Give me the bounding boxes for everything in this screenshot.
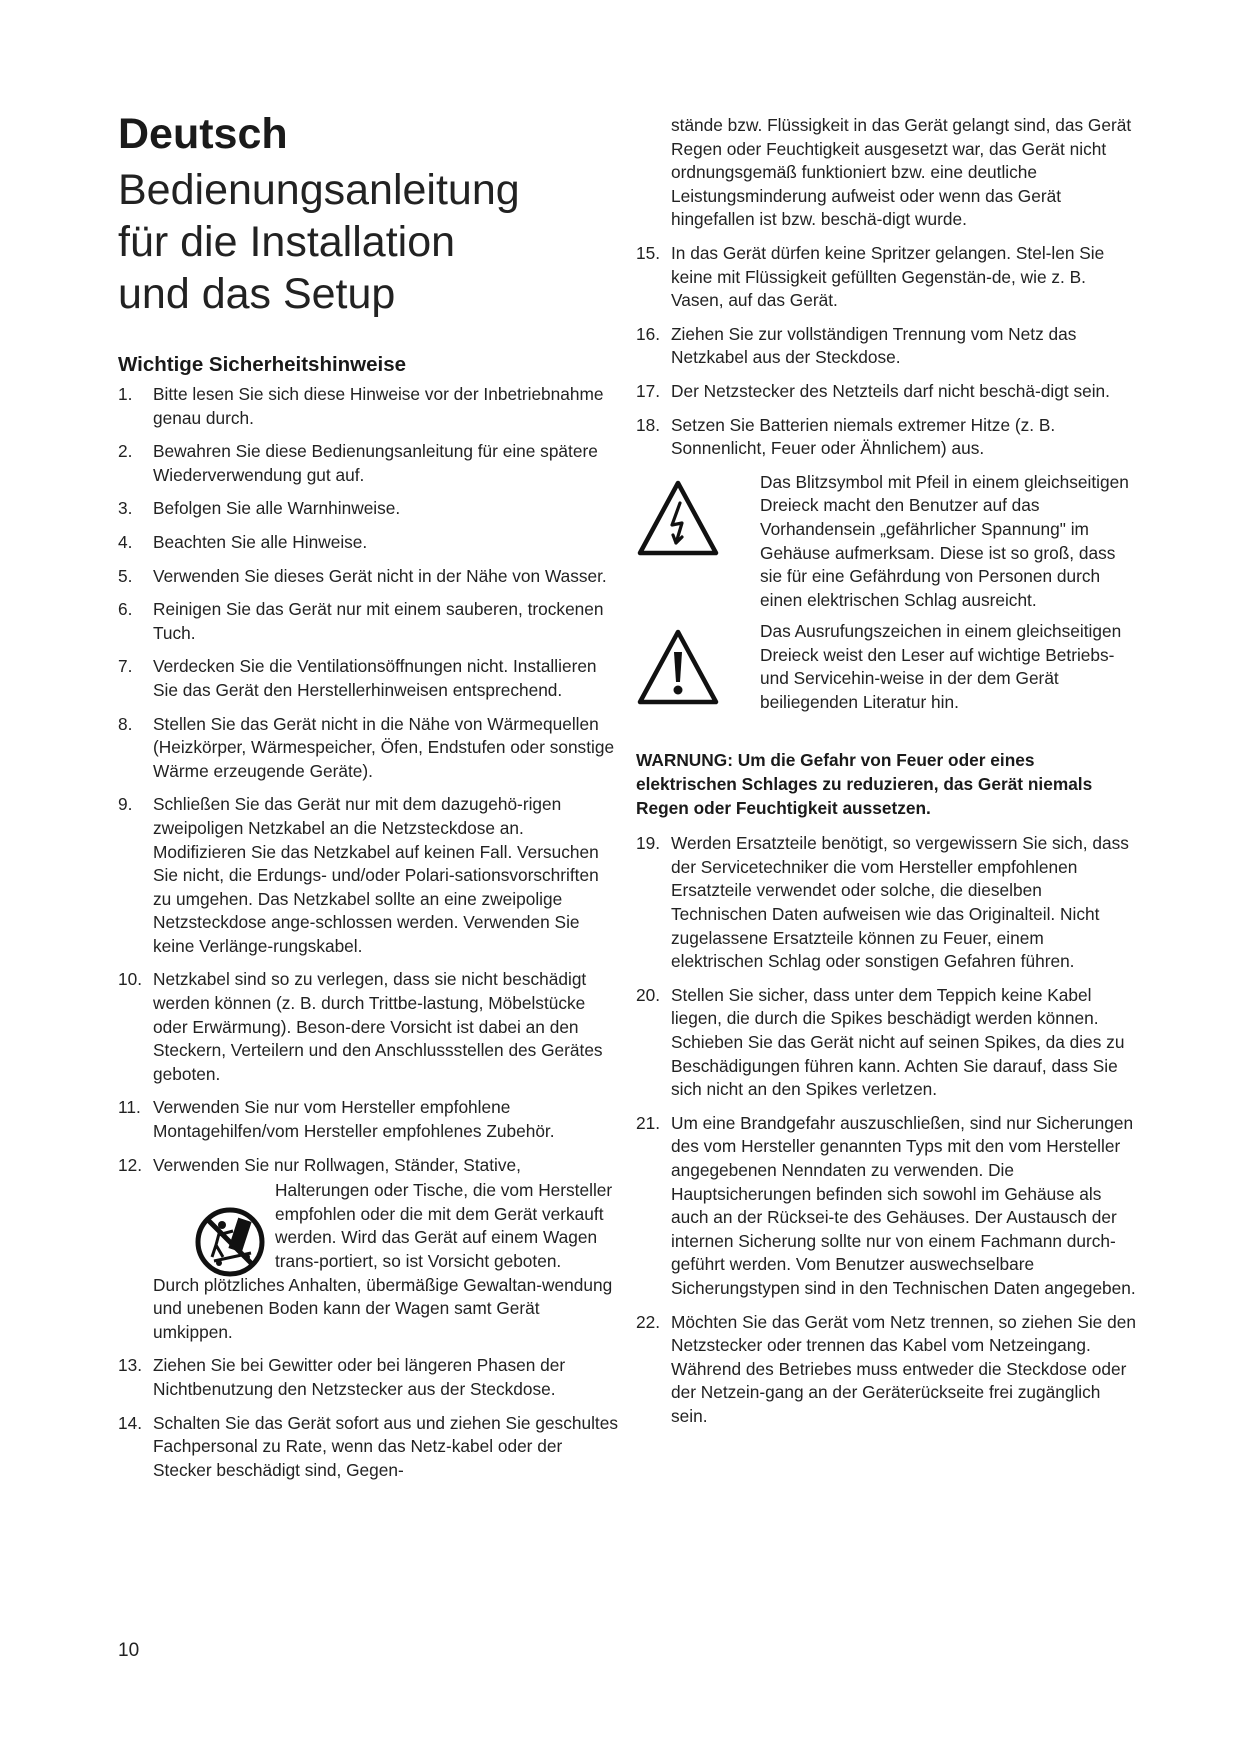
cart-warning-block bbox=[153, 1179, 618, 1344]
item-number: 5. bbox=[118, 565, 133, 586]
list-item bbox=[636, 414, 1136, 461]
page-number: 10 bbox=[118, 1640, 140, 1661]
list-item bbox=[118, 598, 618, 645]
item-number: 21. bbox=[636, 1112, 661, 1133]
item-text: Stellen Sie das Gerät nicht in die Nähe von Wärmequellen (Heizkörper, Wärmespeicher, Öfen, Endstufen oder sonstige Wärme erzeugende Geräte). bbox=[153, 713, 615, 781]
lightning-symbol-block bbox=[636, 471, 1136, 613]
item-text: Schalten Sie das Gerät sofort aus und ziehen Sie geschultes Fachpersonal zu Rate, wenn das Netz-kabel oder der Stecker beschädigt sind, Gegen- bbox=[153, 1412, 618, 1480]
list-item bbox=[118, 793, 618, 958]
item-number: 19. bbox=[636, 833, 661, 854]
item-text: Schließen Sie das Gerät nur mit dem dazugehö-rigen zweipoligen Netzkabel an die Netzsteckdose an. Modifizieren Sie das Netzkabel auf keinen Fall. Versuchen Sie nicht, die Erdungs- und/oder Polari-sationsvorschriften zu umgehen. Das Netzkabel sollte an eine zweipolige Netzsteckdose ange-schlossen werden. Verwenden Sie keine Verlänge-rungskabel. bbox=[153, 794, 599, 956]
list-item bbox=[118, 531, 618, 555]
title-line: für die Installation bbox=[118, 218, 456, 266]
item-text: In das Gerät dürfen keine Spritzer gelangen. Stel-len Sie keine mit Flüssigkeit gefüllten Gegenstän-de, wie z. B. Vasen, auf das Gerät. bbox=[671, 242, 1105, 311]
item-number: 9. bbox=[118, 794, 133, 815]
item-text: Befolgen Sie alle Warnhinweise. bbox=[153, 498, 401, 519]
item-number: 11. bbox=[118, 1097, 141, 1118]
right-column bbox=[636, 114, 1136, 1439]
item-number: 17. bbox=[636, 380, 661, 401]
list-item bbox=[118, 1354, 618, 1401]
item-text: Netzkabel sind so zu verlegen, dass sie nicht beschädigt werden können (z. B. durch Trittbe-lastung, Möbelstücke oder Erwärmung). Beson-dere Vorsicht ist dabei an den Steckern, Verteilern und den Anschlussstellen des Gerätes geboten. bbox=[153, 969, 603, 1084]
item-text: Werden Ersatzteile benötigt, so vergewissern Sie sich, dass der Servicetechniker die vom Hersteller empfohlenen Ersatzteile verwendet oder solche, die dieselben Technischen Daten aufweisen wie das Originalteil. Nicht zugelassene Ersatzteile können zu Feuer, einem elektrischen Schlag oder sonstigen Gefahren führen. bbox=[671, 833, 1129, 972]
list-item bbox=[636, 1112, 1136, 1301]
warning-notice: WARNUNG: Um die Gefahr von Feuer oder eines elektrischen Schlages zu reduzieren, das Gerät niemals Regen oder Feuchtigkeit aussetzen. bbox=[636, 750, 1093, 819]
item-number: 6. bbox=[118, 599, 133, 620]
left-column bbox=[118, 108, 618, 1492]
item-text: Verwenden Sie nur Rollwagen, Ständer, Stative, bbox=[153, 1154, 521, 1175]
exclamation-symbol-text: Das Ausrufungszeichen in einem gleichseitigen Dreieck weist den Leser auf wichtige Betriebs- und Servicehin-weise in der dem Gerät beiliegenden Literatur hin. bbox=[760, 621, 1122, 713]
list-item bbox=[118, 383, 618, 430]
item-text: Verdecken Sie die Ventilationsöffnungen nicht. Installieren Sie das Gerät den Herstellerhinweisen entsprechend. bbox=[153, 656, 597, 700]
list-item bbox=[118, 1412, 618, 1483]
manual-title bbox=[118, 164, 618, 320]
safety-list-continued bbox=[636, 242, 1136, 461]
list-item bbox=[118, 655, 618, 702]
item-number: 8. bbox=[118, 713, 133, 734]
language-heading: Deutsch bbox=[118, 110, 288, 158]
item-text: Verwenden Sie nur vom Hersteller empfohlene Montagehilfen/vom Hersteller empfohlenes Zubehör. bbox=[153, 1097, 555, 1142]
cart-tipover-warning-icon bbox=[193, 1187, 267, 1297]
item-text-after: Durch plötzliches Anhalten, übermäßige Gewaltan-wendung und unebenen Boden kann der Wagen samt Gerät umkippen. bbox=[153, 1274, 613, 1342]
item-number: 3. bbox=[118, 498, 133, 519]
list-item bbox=[636, 380, 1136, 404]
list-item bbox=[636, 323, 1136, 370]
list-item bbox=[118, 565, 618, 589]
item-number: 4. bbox=[118, 531, 133, 552]
item-text: Stellen Sie sicher, dass unter dem Teppich keine Kabel liegen, die durch die Spikes beschädigt werden können. Schieben Sie das Gerät nicht auf seinen Spikes, da dies zu Beschädigungen führen kann. Achten Sie darauf, dass Sie sich nicht an den Spikes verletzen. bbox=[671, 984, 1125, 1100]
item-text: Setzen Sie Batterien niemals extremer Hitze (z. B. Sonnenlicht, Feuer oder Ähnlichem) aus. bbox=[671, 414, 1056, 459]
item-text: Reinigen Sie das Gerät nur mit einem sauberen, trockenen Tuch. bbox=[153, 599, 604, 643]
section-title: Wichtige Sicherheitshinweise bbox=[118, 353, 407, 376]
cart-icon-caption: Halterungen oder Tische, die vom Hersteller empfohlen oder die mit dem Gerät verkauft werden. Wird das Gerät auf einem Wagen trans-portiert, so ist Vorsicht geboten. bbox=[275, 1180, 613, 1271]
item-number: 13. bbox=[118, 1355, 143, 1376]
lightning-symbol-text: Das Blitzsymbol mit Pfeil in einem gleichseitigen Dreieck macht den Benutzer auf das Vorhandensein „gefährlicher Spannung" im Gehäuse aufmerksam. Diese ist so groß, dass sie für eine Gefährdung von Personen durch einen elektrischen Schlag ausreicht. bbox=[760, 471, 1129, 610]
exclamation-symbol-block bbox=[636, 620, 1136, 740]
list-item bbox=[636, 984, 1136, 1102]
item-text: Ziehen Sie bei Gewitter oder bei längeren Phasen der Nichtbenutzung den Netzstecker aus der Steckdose. bbox=[153, 1355, 566, 1399]
list-item bbox=[118, 968, 618, 1086]
item-number: 7. bbox=[118, 656, 133, 677]
title-line: Bedienungsanleitung bbox=[118, 166, 520, 214]
item-text: Beachten Sie alle Hinweise. bbox=[153, 531, 368, 552]
list-item-cart bbox=[118, 1154, 618, 1345]
item-number: 20. bbox=[636, 984, 661, 1005]
safety-list bbox=[118, 383, 618, 1482]
title-line: und das Setup bbox=[118, 270, 396, 318]
list-item bbox=[118, 1096, 618, 1143]
item-text: Bewahren Sie diese Bedienungsanleitung für eine spätere Wiederverwendung gut auf. bbox=[153, 441, 598, 485]
item-number: 1. bbox=[118, 384, 133, 404]
list-item bbox=[118, 713, 618, 784]
list-item bbox=[118, 497, 618, 521]
exclamation-triangle-icon bbox=[636, 628, 720, 706]
item-text: Um eine Brandgefahr auszuschließen, sind nur Sicherungen des vom Hersteller genannten Typs mit den vom Hersteller angegebenen Nenndaten zu verwenden. Die Hauptsicherungen befinden sich sowohl im Gehäuse als auch an der Rücksei-te des Gehäuses. Der Austausch der internen Sicherung sollte nur von einem Fachmann durch-geführt werden. Vom Benutzer auswechselbare Sicherungstypen sind in den Technischen Daten angegeben. bbox=[671, 1112, 1136, 1298]
item-number: 12. bbox=[118, 1154, 143, 1175]
item-text: Der Netzstecker des Netzteils darf nicht beschä-digt sein. bbox=[671, 380, 1110, 401]
item-number: 10. bbox=[118, 969, 143, 990]
item-number: 18. bbox=[636, 414, 661, 435]
safety-list-final bbox=[636, 832, 1136, 1428]
list-item bbox=[118, 440, 618, 487]
list-item bbox=[636, 242, 1136, 313]
item-number: 22. bbox=[636, 1311, 661, 1332]
item-text: Verwenden Sie dieses Gerät nicht in der Nähe von Wasser. bbox=[153, 565, 607, 586]
item-continuation: stände bzw. Flüssigkeit in das Gerät gelangt sind, das Gerät Regen oder Feuchtigkeit ausgesetzt war, das Gerät nicht ordnungsgemäß funktioniert bzw. eine deutliche Leistungsminderung aufweist oder wenn das Gerät hingefallen ist bzw. beschä-digt wurde. bbox=[671, 115, 1132, 230]
item-text: Bitte lesen Sie sich diese Hinweise vor der Inbetriebnahme genau durch. bbox=[153, 384, 604, 428]
item-number: 14. bbox=[118, 1412, 143, 1433]
item-text: Möchten Sie das Gerät vom Netz trennen, so ziehen Sie den Netzstecker oder trennen das Kabel vom Netzeingang. Während des Betriebes muss entweder die Steckdose oder der Netzein-gang an der Geräterückseite frei zugänglich sein. bbox=[671, 1311, 1136, 1426]
lightning-triangle-icon bbox=[636, 479, 720, 557]
item-number: 2. bbox=[118, 441, 133, 462]
list-item bbox=[636, 1311, 1136, 1429]
item-number: 15. bbox=[636, 242, 661, 263]
item-text: Ziehen Sie zur vollständigen Trennung vom Netz das Netzkabel aus der Steckdose. bbox=[671, 323, 1077, 368]
list-item bbox=[636, 832, 1136, 974]
item-number: 16. bbox=[636, 323, 661, 344]
